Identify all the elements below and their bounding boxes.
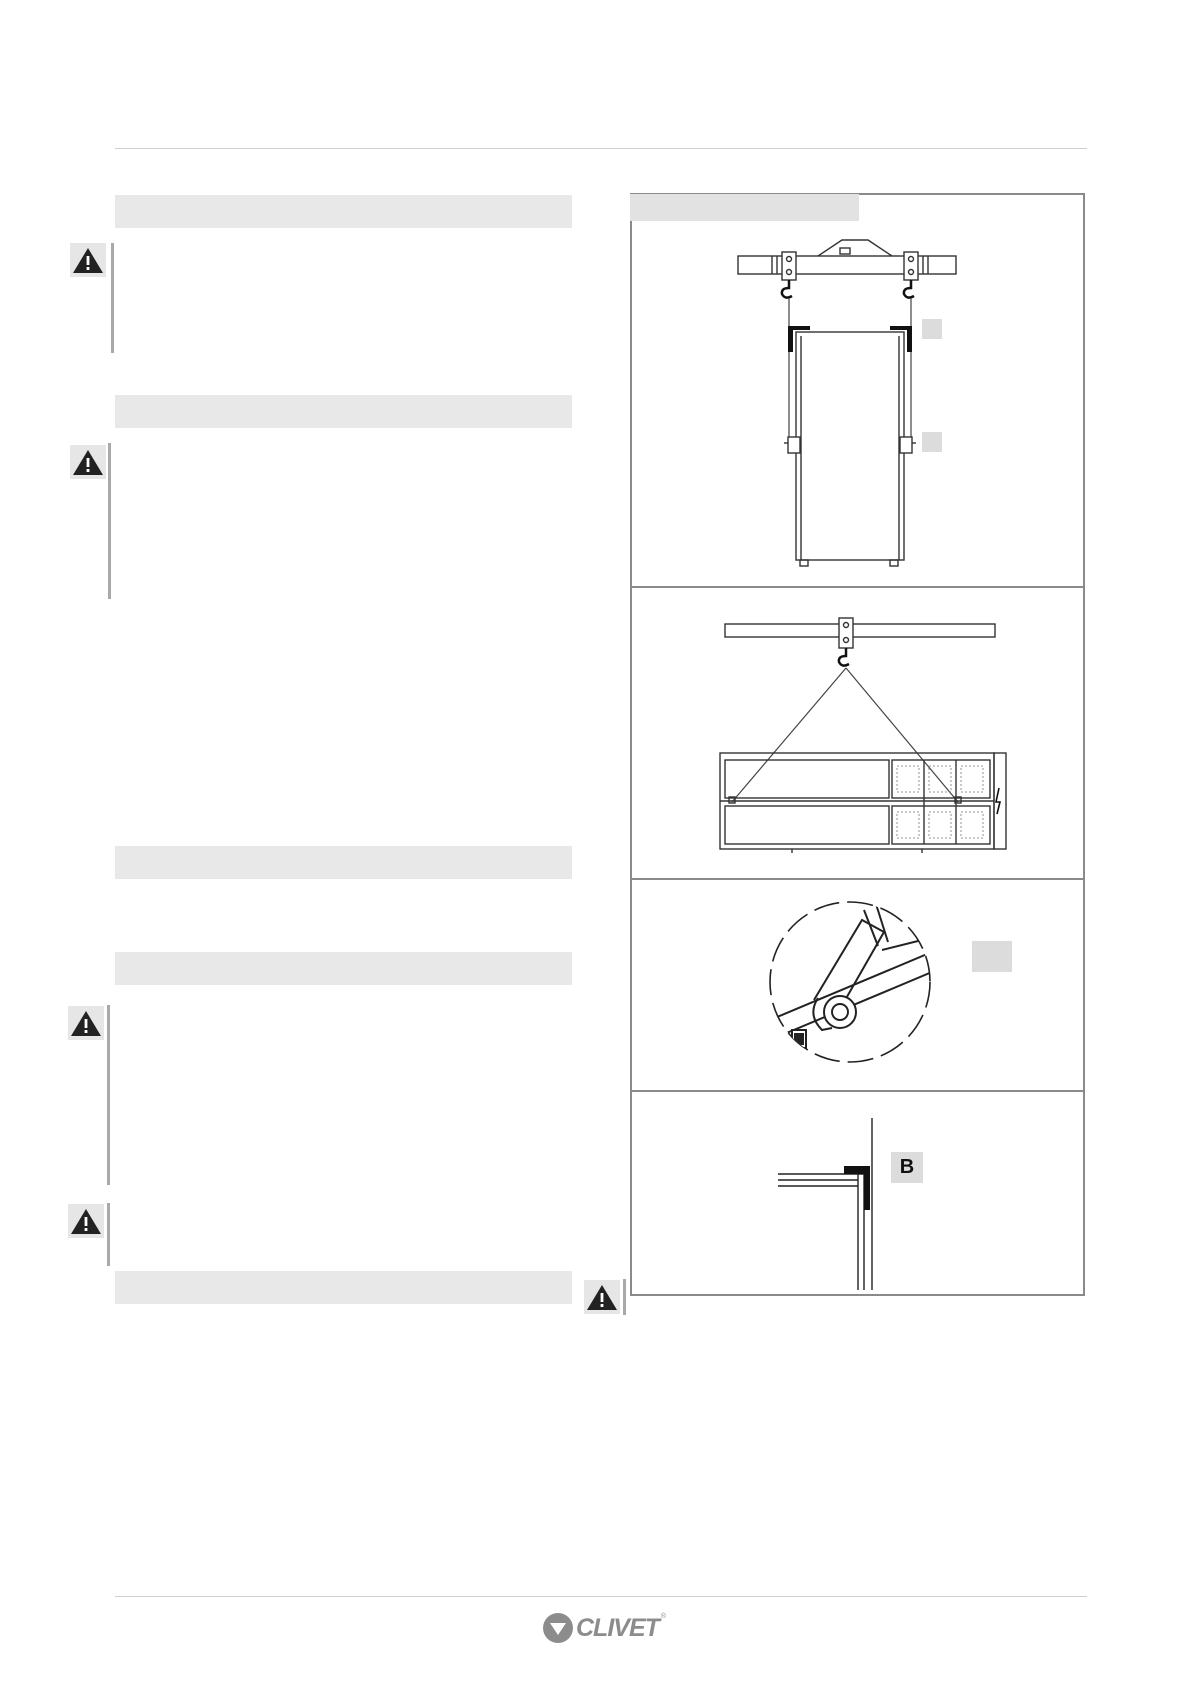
logo-text: CLIVET: [576, 1613, 659, 1642]
figure-header: [630, 194, 859, 221]
clivet-logo: [543, 1613, 666, 1643]
logo-registered-mark: ®: [660, 1613, 667, 1620]
warning-bar-1: [111, 243, 114, 353]
warning-triangle-icon: [68, 1006, 104, 1040]
callout-tag-detail: [972, 941, 1012, 972]
warning-bar-2: [108, 443, 111, 599]
warning-bar-4: [107, 1203, 110, 1266]
hook-detail-drawing: [632, 880, 1083, 1090]
callout-tag-top: [922, 319, 942, 339]
section-header-3: [115, 846, 572, 879]
warning-block-4: [68, 1204, 118, 1238]
warning-triangle-icon: [70, 445, 106, 479]
warning-block-2: [70, 445, 120, 479]
section-header-4: [115, 952, 572, 985]
warning-bar-3: [107, 1005, 110, 1185]
corner-protection-drawing: [632, 1092, 1083, 1294]
callout-tag-b: B: [891, 1152, 923, 1183]
section-header-5: [115, 1271, 572, 1304]
warning-bar-5: [623, 1279, 626, 1315]
clivet-logo-icon: [543, 1613, 573, 1643]
callout-tag-middle: [922, 432, 942, 452]
lifting-horizontal-drawing: [632, 588, 1083, 878]
section-header-2: [115, 395, 572, 428]
warning-triangle-icon: [68, 1204, 104, 1238]
warning-triangle-icon: [70, 243, 106, 277]
warning-block-3: [68, 1006, 118, 1040]
lifting-vertical-drawing: [632, 222, 1083, 584]
warning-block-5: [584, 1280, 634, 1314]
footer-rule: [115, 1596, 1087, 1597]
header-rule: [115, 148, 1087, 149]
section-header-1: [115, 195, 572, 228]
warning-triangle-icon: [584, 1280, 620, 1314]
